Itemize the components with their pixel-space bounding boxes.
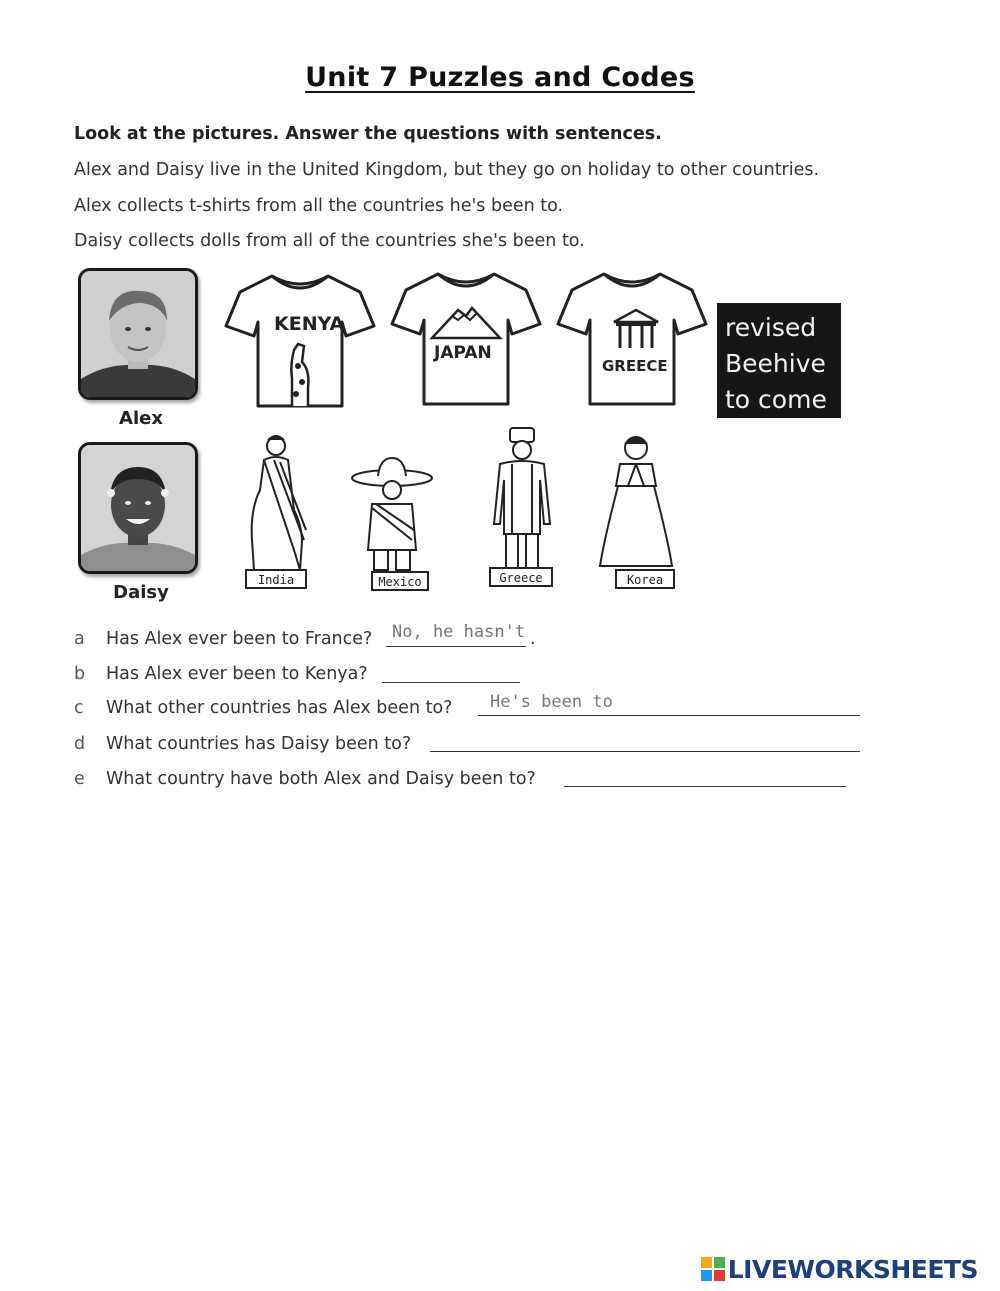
liveworksheets-logo [700, 1254, 978, 1284]
greece-tshirt [554, 268, 710, 410]
question-b-text: Has Alex ever been to Kenya? [106, 664, 368, 684]
alex-photo [78, 268, 198, 400]
boy-portrait-icon [81, 271, 195, 397]
mexico-doll [350, 456, 434, 596]
question-b: b Has Alex ever been to Kenya? [74, 664, 368, 684]
greece-doll [484, 424, 560, 596]
question-e: e What country have both Alex and Daisy been to? [74, 769, 536, 789]
answer-a-line [386, 646, 526, 647]
question-a: a Has Alex ever been to France? [74, 629, 373, 649]
notice-line-3: to come [725, 385, 827, 414]
answer-b-field[interactable] [382, 682, 520, 683]
answer-a-period: . [530, 629, 536, 649]
intro-line-1: Alex and Daisy live in the United Kingdom, but they go on holiday to other countries. [74, 160, 820, 180]
greece-doll-label: Greece [499, 571, 543, 585]
kenya-tshirt [222, 270, 378, 412]
japan-tshirt [388, 268, 544, 410]
sombrero-doll-icon [352, 458, 432, 570]
question-d-text: What countries has Daisy been to? [106, 734, 412, 754]
greece-label: GREECE [602, 357, 668, 375]
intro-line-3: Daisy collects dolls from all of the countries she's been to. [74, 231, 585, 251]
sari-doll-icon [252, 436, 306, 570]
intro-line-2: Alex collects t-shirts from all the countries he's been to. [74, 196, 564, 216]
alex-name: Alex [119, 408, 163, 429]
korea-label: Korea [626, 573, 664, 587]
question-d: d What countries has Daisy been to? [74, 734, 412, 754]
daisy-photo [78, 442, 198, 574]
logo-blocks-icon [700, 1256, 726, 1282]
notice-box [717, 303, 841, 418]
instruction-text: Look at the pictures. Answer the questions with sentences. [74, 124, 662, 144]
question-e-text: What country have both Alex and Daisy been to? [106, 769, 536, 789]
answer-a-field[interactable]: No, he hasn't [392, 622, 526, 642]
daisy-name: Daisy [113, 582, 169, 603]
answer-c-line [478, 715, 860, 716]
kenya-label: KENYA [274, 313, 345, 335]
answer-e-field[interactable] [564, 786, 846, 787]
logo-text: LIVEWORKSHEETS [727, 1254, 978, 1284]
notice-line-1: revised [725, 313, 817, 342]
india-doll [240, 430, 324, 596]
question-a-text: Has Alex ever been to France? [106, 629, 373, 649]
girl-portrait-icon [81, 445, 195, 571]
page-title: Unit 7 Puzzles and Codes [305, 62, 695, 93]
answer-d-field[interactable] [430, 751, 860, 752]
korea-doll [598, 430, 678, 596]
question-c-text: What other countries has Alex been to? [106, 698, 453, 718]
mexico-label: Mexico [378, 575, 422, 589]
japan-label: JAPAN [434, 343, 492, 363]
greek-doll-icon [494, 428, 550, 568]
notice-line-2: Beehive [725, 349, 826, 378]
question-c: c What other countries has Alex been to? [74, 698, 453, 718]
india-label: India [257, 573, 295, 587]
hanbok-doll-icon [600, 437, 672, 566]
answer-c-field[interactable]: He's been to [490, 692, 613, 712]
